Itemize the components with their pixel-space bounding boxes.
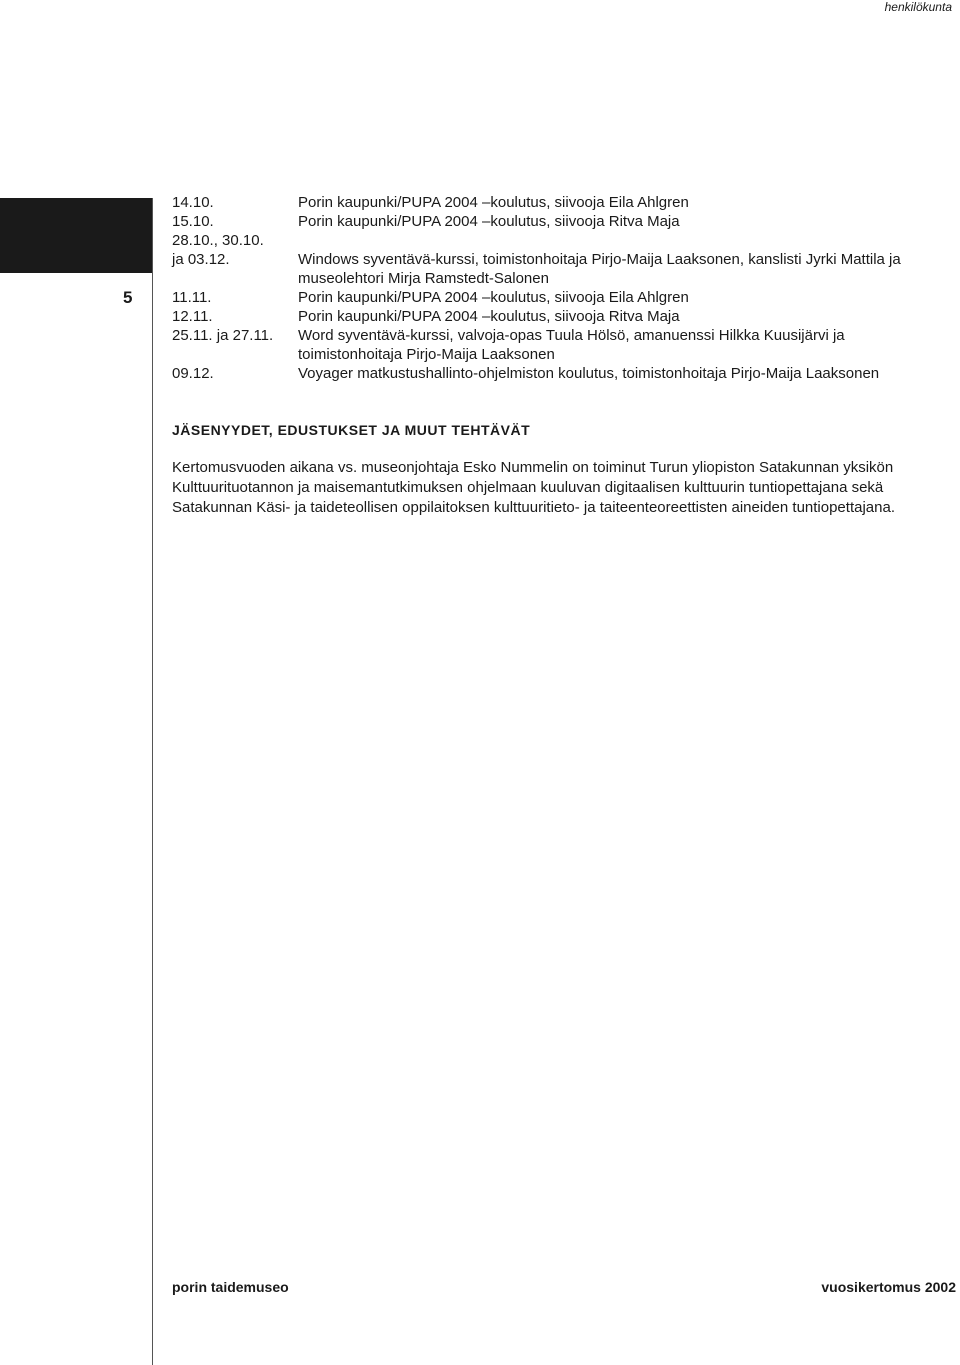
entry-description: Windows syventävä-kurssi, toimistonhoitaja Pirjo-Maija Laaksonen, kanslisti Jyrki Mattila ja museolehtori Mirja Ramstedt-Salonen <box>298 251 901 287</box>
training-entry <box>172 364 947 383</box>
training-entry <box>172 231 947 288</box>
training-entry <box>172 212 947 231</box>
section-heading: JÄSENYYDET, EDUSTUKSET JA MUUT TEHTÄVÄT <box>172 422 531 438</box>
body-paragraph: Kertomusvuoden aikana vs. museonjohtaja Esko Nummelin on toiminut Turun yliopiston Satakunnan yksikön Kulttuurituotannon ja maisemantutkimuksen ohjelmaan kuuluvan digitaalisen kulttuurin tuntiopettajana sekä Satakunnan Käsi- ja taideteollisen oppilaitoksen kulttuuritieto- ja taiteenteoreettisten aineiden tuntiopettajana. <box>172 459 895 516</box>
entry-date: 11.11. <box>172 289 212 306</box>
entry-description: Porin kaupunki/PUPA 2004 –koulutus, siivooja Eila Ahlgren <box>298 194 689 211</box>
training-list <box>172 193 947 383</box>
entry-date: 14.10. <box>172 194 214 211</box>
footer-title: vuosikertomus 2002 <box>821 1279 956 1295</box>
footer-publisher: porin taidemuseo <box>172 1279 289 1295</box>
training-entry <box>172 193 947 212</box>
entry-description: Word syventävä-kurssi, valvoja-opas Tuula Hölsö, amanuenssi Hilkka Kuusijärvi ja toimistonhoitaja Pirjo-Maija Laaksonen <box>298 327 845 363</box>
training-entry <box>172 288 947 307</box>
entry-description: Porin kaupunki/PUPA 2004 –koulutus, siivooja Eila Ahlgren <box>298 289 689 306</box>
side-tab-block <box>0 198 152 273</box>
entry-description: Voyager matkustushallinto-ohjelmiston koulutus, toimistonhoitaja Pirjo-Maija Laaksonen <box>298 365 880 382</box>
training-entry <box>172 326 947 364</box>
entry-date: 15.10. <box>172 213 214 230</box>
entry-date: 25.11. ja 27.11. <box>172 327 274 344</box>
training-entry <box>172 307 947 326</box>
margin-rule <box>152 198 153 1365</box>
entry-date: 28.10., 30.10. ja 03.12. <box>172 232 264 268</box>
entry-date: 09.12. <box>172 365 214 382</box>
section-tag: henkilökunta <box>884 0 952 14</box>
page-number: 5 <box>123 288 133 307</box>
entry-description: Porin kaupunki/PUPA 2004 –koulutus, siivooja Ritva Maja <box>298 308 680 325</box>
entry-description: Porin kaupunki/PUPA 2004 –koulutus, siivooja Ritva Maja <box>298 213 680 230</box>
entry-date: 12.11. <box>172 308 213 325</box>
